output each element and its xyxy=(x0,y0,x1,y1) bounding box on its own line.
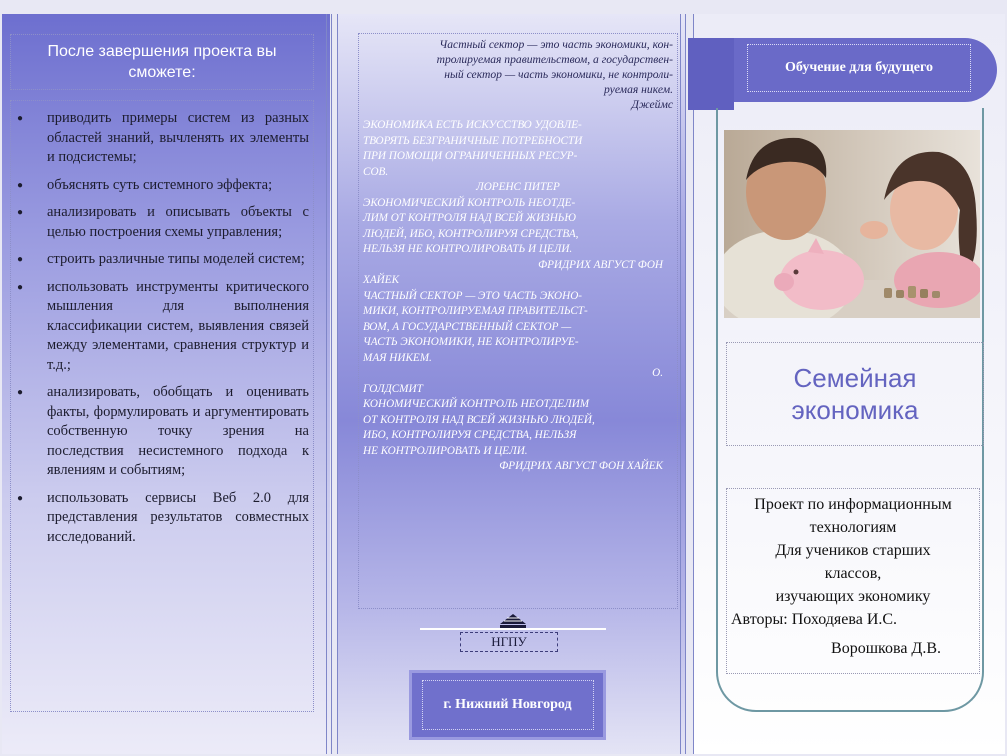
divider xyxy=(326,14,327,754)
list-item-text: использовать сервисы Веб 2.0 для представления результатов совместных исследований. xyxy=(47,489,309,545)
list-item-text: использовать инструменты критического мышления для выполнения классификации систем, выявления связей между элементами, сравнения структур и т.д.; xyxy=(47,278,309,373)
tab-label: Обучение для будущего xyxy=(747,44,971,92)
quote-line: ФРИДРИХ АВГУСТ ФОН ХАЙЕК xyxy=(499,460,663,472)
list-item xyxy=(17,203,309,242)
author-second: Ворошкова Д.В. xyxy=(831,640,941,657)
quote-line: ЧАСТЬ ЭКОНОМИКИ, НЕ КОНТРОЛИРУЕ- xyxy=(363,336,579,348)
list-item xyxy=(17,109,309,168)
info-line: классов, xyxy=(824,565,882,582)
outcomes-list xyxy=(10,100,314,712)
bullet-icon: ● xyxy=(17,281,24,293)
quote-line: СОВ. xyxy=(363,165,389,178)
quote-line: Джеймс xyxy=(631,98,673,111)
bullet-icon: ● xyxy=(17,113,24,124)
quote-line: ФРИДРИХ АВГУСТ ФОН xyxy=(538,258,663,271)
quotes-box xyxy=(358,33,678,609)
quote-line: тролируемая правительством, а государствен- xyxy=(436,53,673,66)
info-line: Для учеников старших xyxy=(775,542,931,559)
authors-line: Авторы: Походяева И.С. xyxy=(731,611,898,628)
bullet-icon: ● xyxy=(17,387,24,398)
quote-line: КОНОМИЧЕСКИЙ КОНТРОЛЬ НЕОТДЕЛИМ xyxy=(363,398,590,410)
divider xyxy=(685,14,686,754)
list-item xyxy=(17,250,309,270)
quote-line: МАЯ НИКЕМ. xyxy=(363,351,432,364)
university-logo xyxy=(420,614,606,658)
quote-line: ИБО, КОНТРОЛИРУЯ СРЕДСТВА, НЕЛЬЗЯ xyxy=(363,429,577,441)
bullet-icon: ● xyxy=(17,179,24,191)
quote-line: ЛОРЕНС ПИТЕР xyxy=(476,181,560,193)
quote-line: ТВОРЯТЬ БЕЗГРАНИЧНЫЕ ПОТРЕБНОСТИ xyxy=(363,134,583,147)
quote-top xyxy=(363,37,673,112)
quote-line: НЕЛЬЗЯ НЕ КОНТРОЛИРОВАТЬ И ЦЕЛИ. xyxy=(363,243,573,255)
city-box xyxy=(409,670,606,740)
divider xyxy=(693,14,694,754)
list-item-text: анализировать и описывать объекты с целью построения схемы управления; xyxy=(47,204,309,240)
family-photo xyxy=(724,130,980,318)
quote-line: ЛИМ ОТ КОНТРОЛЯ НАД ВСЕЙ ЖИЗНЬЮ xyxy=(363,212,576,224)
city-label: г. Нижний Новгород xyxy=(422,680,594,730)
brochure-title-text: Семейная экономика xyxy=(791,363,919,425)
list-item-text: объяснять суть системного эффекта; xyxy=(47,176,273,193)
divider xyxy=(337,14,338,754)
list-item-text: анализировать, обобщать и оценивать факты, формулировать и аргументировать собственную точку зрения на последствия несистемного подхода к явлениям и событиям; xyxy=(47,384,309,478)
list-item xyxy=(17,176,309,196)
info-line: изучающих экономику xyxy=(775,588,931,605)
quote-line: ВОМ, А ГОСУДАРСТВЕННЫЙ СЕКТОР — xyxy=(363,320,572,333)
bullet-icon: ● xyxy=(17,207,24,218)
left-panel-title-text: После завершения проекта вы сможете: xyxy=(47,43,277,81)
quote-line: руемая никем. xyxy=(604,83,673,96)
quote-line: ПРИ ПОМОЩИ ОГРАНИЧЕННЫХ РЕСУР- xyxy=(363,150,578,162)
tab-accent xyxy=(688,38,734,110)
bullet-icon: ● xyxy=(17,492,24,504)
quote-body xyxy=(363,118,673,475)
quote-line: Частный сектор — это часть экономики, кон- xyxy=(439,38,673,51)
list-item xyxy=(17,383,309,481)
quote-line: ХАЙЕК xyxy=(363,274,400,286)
divider xyxy=(331,14,332,754)
info-line: Проект по информационным xyxy=(754,496,952,513)
quote-line: ЧАСТНЫЙ СЕКТОР — ЭТО ЧАСТЬ ЭКОНО- xyxy=(363,289,583,302)
quote-line: ОТ КОНТРОЛЯ НАД ВСЕЙ ЖИЗНЬЮ ЛЮДЕЙ, xyxy=(363,413,595,426)
brochure-title xyxy=(726,342,984,446)
bullet-icon: ● xyxy=(17,254,24,265)
logo-text: НГПУ xyxy=(460,632,558,652)
quote-line: ный сектор — часть экономики, не контроли- xyxy=(444,68,673,81)
divider xyxy=(680,14,681,754)
quote-line: ЭКОНОМИКА ЕСТЬ ИСКУССТВО УДОВЛЕ- xyxy=(363,119,582,131)
list-item-text: строить различные типы моделей систем; xyxy=(47,251,305,267)
list-item xyxy=(17,278,309,376)
quote-line: ЭКОНОМИЧЕСКИЙ КОНТРОЛЬ НЕОТДЕ- xyxy=(363,196,576,209)
quote-line: МИКИ, КОНТРОЛИРУЕМАЯ ПРАВИТЕЛЬСТ- xyxy=(363,305,588,317)
project-info xyxy=(726,488,980,674)
family-piggy-bank-photo-icon xyxy=(724,130,980,318)
list-item xyxy=(17,489,309,548)
left-panel-title xyxy=(10,34,314,90)
info-line: технологиям xyxy=(809,519,897,536)
quote-line: НЕ КОНТРОЛИРОВАТЬ И ЦЕЛИ. xyxy=(363,444,528,457)
book-icon xyxy=(500,614,526,630)
quote-line: О. xyxy=(652,367,663,379)
list-item-text: приводить примеры систем из разных областей знаний, вычленять их элементы и подсистемы; xyxy=(47,110,309,165)
quote-line: ГОЛДСМИТ xyxy=(363,382,423,395)
quote-line: ЛЮДЕЙ, ИБО, КОНТРОЛИРУЯ СРЕДСТВА, xyxy=(363,227,579,240)
